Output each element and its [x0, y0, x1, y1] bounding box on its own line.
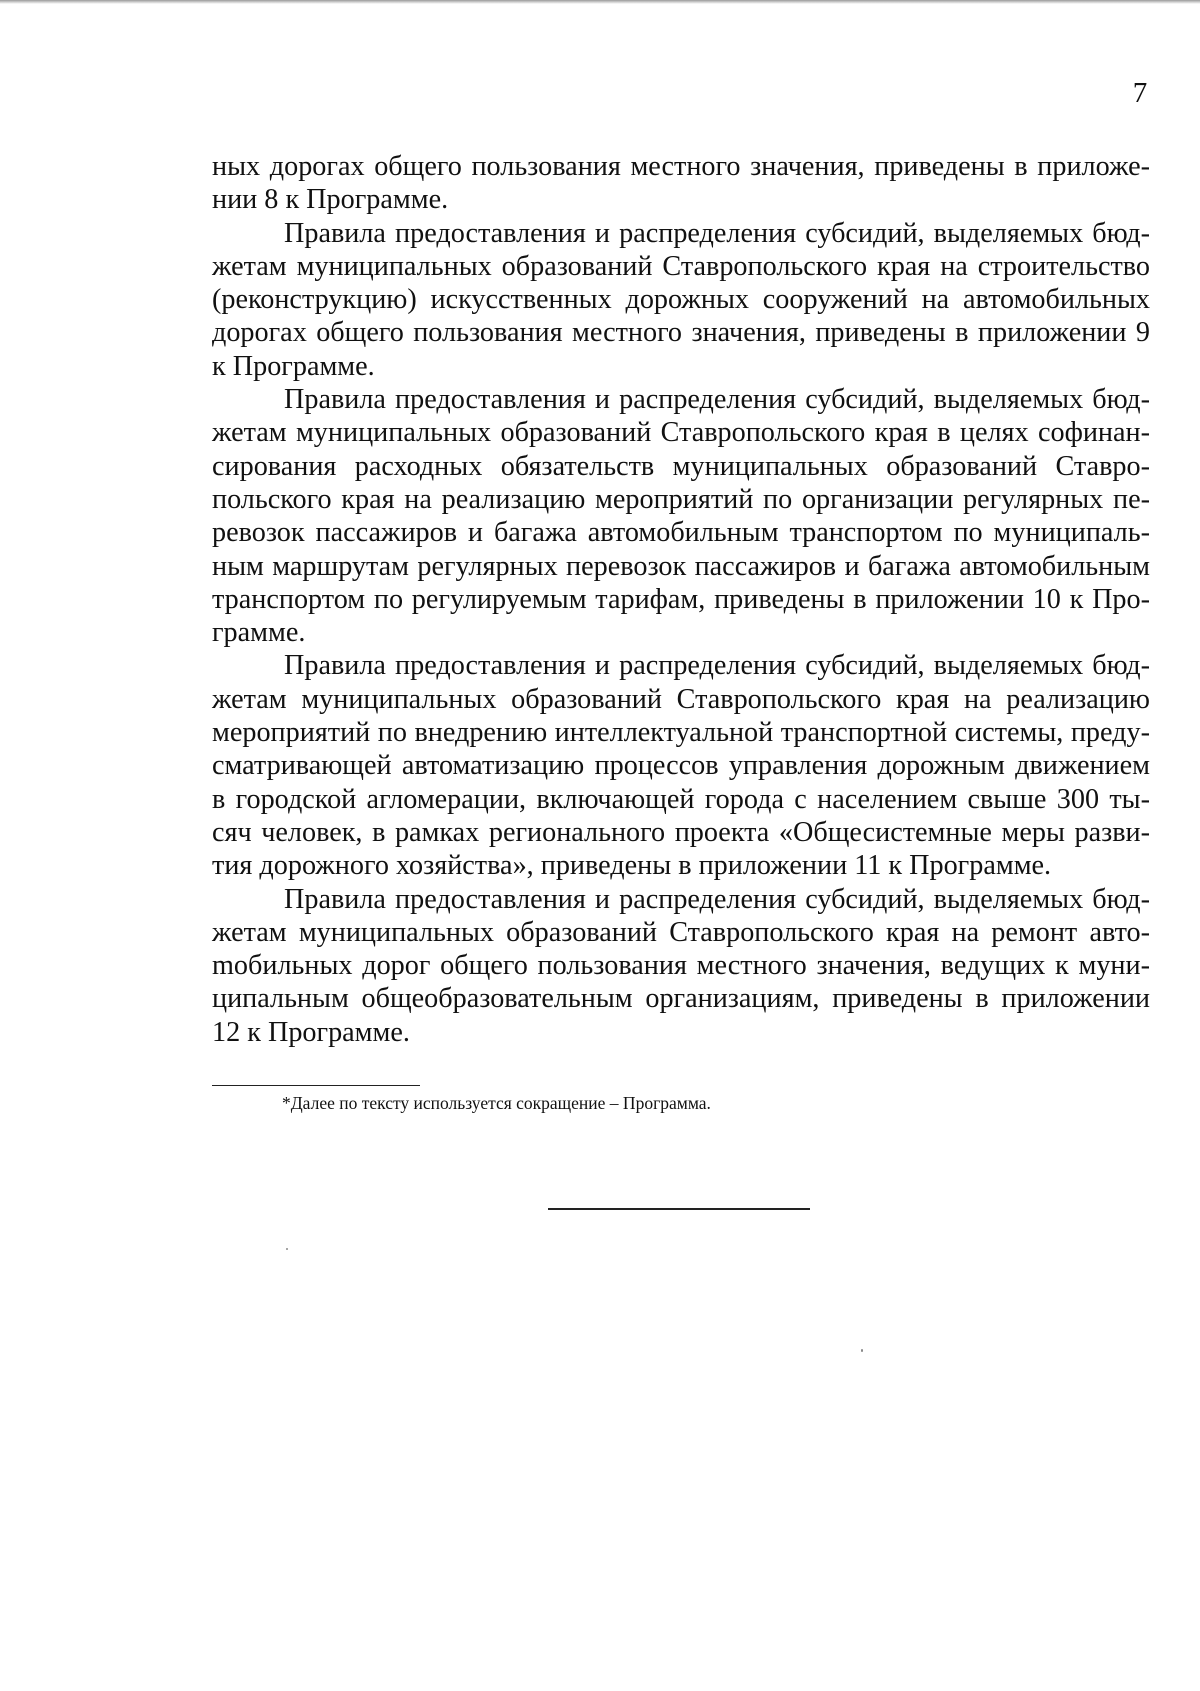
paragraph-appendix-11: Правила предоставления и распределения субсидий, выделяемых бюджетам муниципальных образований Ставропольского края на реализацию мероприятий по внедрению интеллектуальной транспортной системы, предусматривающей автоматизацию процессов управления дорожным движением в городской агломерации, включающей города с населением свыше 300 тысяч человек, в рамках регионального проекта «Общесистемные меры развития дорожного хозяйства», приведены в приложении 11 к Программе.	[212, 650, 1150, 882]
end-of-text-rule	[548, 1208, 810, 1210]
paragraph-appendix-12: Правила предоставления и распределения субсидий, выделяемых бюджетам муниципальных образований Ставропольского края на ремонт автоmобильных дорог общего пользования местного значения, ведущих к муниципальным общеобразовательным организациям, приведены в приложении 12 к Программе.	[212, 883, 1150, 1048]
footnote-separator	[212, 1085, 420, 1086]
scan-speck	[861, 1349, 863, 1352]
paragraph-appendix-9: Правила предоставления и распределения субсидий, выделяемых бюджетам муниципальных образований Ставропольского края на строительство (реконструкцию) искусственных дорожных сооружений на автомобильных дорогах общего пользования местного значения, приведены в приложении 9 к Программе.	[212, 217, 1150, 382]
paragraph-appendix-10: Правила предоставления и распределения субсидий, выделяемых бюджетам муниципальных образований Ставропольского края в целях софинансирования расходных обязательств муниципальных образований Ставропольского края на реализацию мероприятий по организации регулярных перевозок пассажиров и багажа автомобильным транспортом по муниципальным маршрутам регулярных перевозок пассажиров и багажа автомобильным транспортом по регулируемым тарифам, приведены в приложении 10 к Программе.	[212, 384, 1150, 649]
scan-top-edge	[0, 0, 1200, 4]
scan-speck	[286, 1248, 288, 1250]
body-text	[212, 150, 1150, 1049]
footnote: *Далее по тексту используется сокращение – Программа.	[282, 1093, 711, 1113]
page-number: 7	[1132, 77, 1148, 109]
paragraph-continuation: ных дорогах общего пользования местного значения, приведены в приложении 8 к Программе.	[212, 151, 1150, 216]
